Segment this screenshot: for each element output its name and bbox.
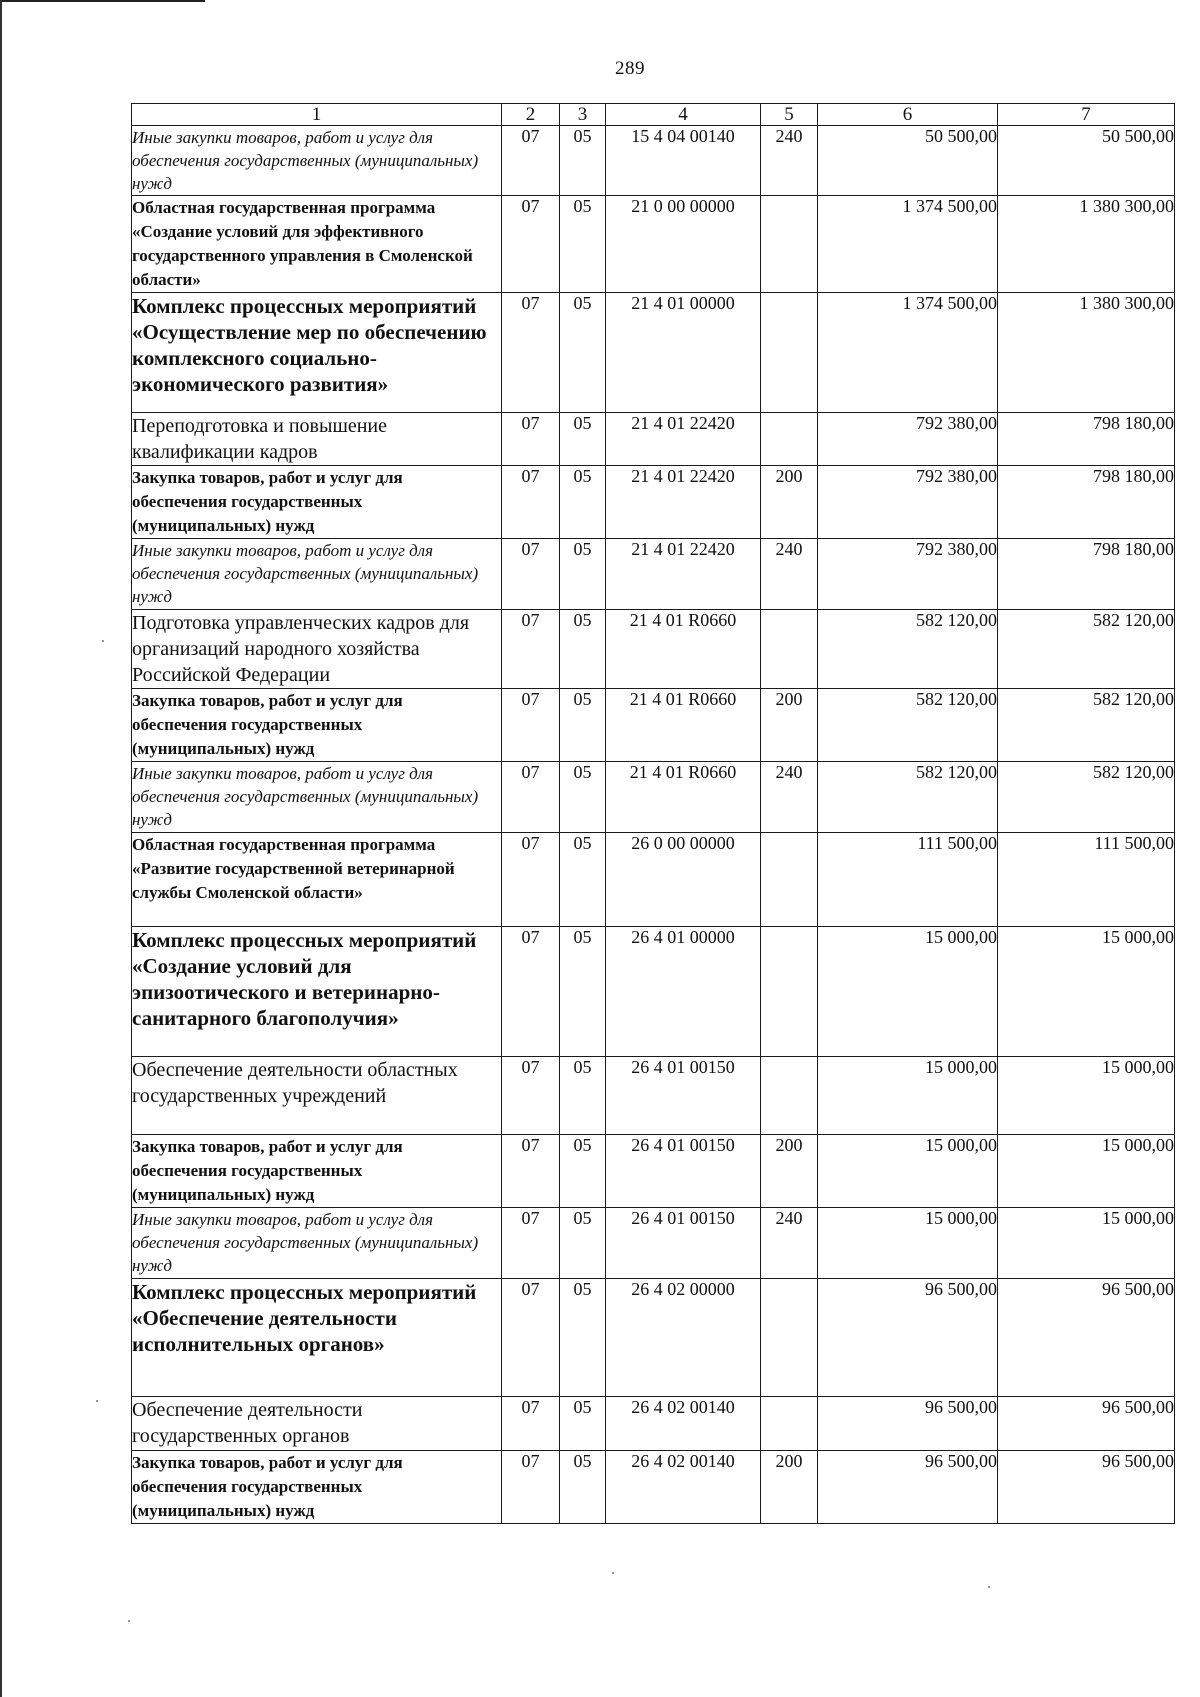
row-amount-year2-cell: 582 120,00 bbox=[998, 689, 1175, 762]
row-subsection-cell: 05 bbox=[560, 1135, 606, 1208]
header-col-2: 2 bbox=[502, 104, 560, 126]
row-section-cell: 07 bbox=[502, 413, 560, 466]
row-name-cell: Закупка товаров, работ и услуг для обеспечения государственных (муниципальных) нужд bbox=[132, 466, 502, 539]
row-subsection-cell: 05 bbox=[560, 1279, 606, 1397]
row-section-cell: 07 bbox=[502, 689, 560, 762]
row-expense-type-cell: 240 bbox=[761, 126, 818, 196]
row-section-cell: 07 bbox=[502, 927, 560, 1057]
row-amount-year2-cell: 1 380 300,00 bbox=[998, 293, 1175, 413]
row-section-cell: 07 bbox=[502, 539, 560, 610]
row-expense-type-cell bbox=[761, 293, 818, 413]
row-section-cell: 07 bbox=[502, 1397, 560, 1451]
row-subsection-cell: 05 bbox=[560, 196, 606, 293]
scan-speck bbox=[96, 1400, 98, 1402]
row-section-cell: 07 bbox=[502, 196, 560, 293]
row-subsection-cell: 05 bbox=[560, 413, 606, 466]
row-subsection-cell: 05 bbox=[560, 927, 606, 1057]
row-target-code-cell: 21 4 01 22420 bbox=[606, 539, 761, 610]
row-target-code-cell: 26 0 00 00000 bbox=[606, 833, 761, 927]
row-expense-type-cell: 240 bbox=[761, 539, 818, 610]
table-row bbox=[132, 466, 1175, 539]
row-amount-year1-cell: 111 500,00 bbox=[818, 833, 998, 927]
row-subsection-cell: 05 bbox=[560, 1397, 606, 1451]
table-row bbox=[132, 413, 1175, 466]
row-target-code-cell: 21 4 01 00000 bbox=[606, 293, 761, 413]
row-amount-year1-cell: 15 000,00 bbox=[818, 1208, 998, 1279]
row-name-cell: Закупка товаров, работ и услуг для обеспечения государственных (муниципальных) нужд bbox=[132, 689, 502, 762]
row-name-cell: Комплекс процессных мероприятий «Осуществление мер по обеспечению комплексного социально-экономического развития» bbox=[132, 293, 502, 413]
table-row bbox=[132, 610, 1175, 689]
table-body bbox=[132, 126, 1175, 1524]
row-name-cell: Иные закупки товаров, работ и услуг для обеспечения государственных (муниципальных) нужд bbox=[132, 539, 502, 610]
row-target-code-cell: 21 4 01 R0660 bbox=[606, 689, 761, 762]
row-name-cell: Иные закупки товаров, работ и услуг для обеспечения государственных (муниципальных) нужд bbox=[132, 1208, 502, 1279]
row-section-cell: 07 bbox=[502, 126, 560, 196]
table-row bbox=[132, 126, 1175, 196]
row-target-code-cell: 21 4 01 22420 bbox=[606, 466, 761, 539]
table-row bbox=[132, 293, 1175, 413]
header-col-1: 1 bbox=[132, 104, 502, 126]
row-amount-year1-cell: 582 120,00 bbox=[818, 762, 998, 833]
row-amount-year2-cell: 15 000,00 bbox=[998, 1208, 1175, 1279]
row-subsection-cell: 05 bbox=[560, 466, 606, 539]
row-amount-year1-cell: 792 380,00 bbox=[818, 539, 998, 610]
row-subsection-cell: 05 bbox=[560, 833, 606, 927]
budget-table bbox=[131, 103, 1175, 1524]
row-section-cell: 07 bbox=[502, 293, 560, 413]
row-expense-type-cell bbox=[761, 610, 818, 689]
scan-edge-top bbox=[0, 0, 205, 2]
row-amount-year1-cell: 792 380,00 bbox=[818, 466, 998, 539]
row-name-cell: Комплекс процессных мероприятий «Создание условий для эпизоотического и ветеринарно-санитарного благополучия» bbox=[132, 927, 502, 1057]
row-subsection-cell: 05 bbox=[560, 610, 606, 689]
header-col-5: 5 bbox=[761, 104, 818, 126]
row-section-cell: 07 bbox=[502, 610, 560, 689]
table-row bbox=[132, 1279, 1175, 1397]
row-expense-type-cell bbox=[761, 927, 818, 1057]
row-amount-year1-cell: 792 380,00 bbox=[818, 413, 998, 466]
table-row bbox=[132, 833, 1175, 927]
table-row bbox=[132, 927, 1175, 1057]
row-subsection-cell: 05 bbox=[560, 293, 606, 413]
row-name-cell: Подготовка управленческих кадров для организаций народного хозяйства Российской Федерации bbox=[132, 610, 502, 689]
row-target-code-cell: 26 4 01 00000 bbox=[606, 927, 761, 1057]
row-name-cell: Областная государственная программа «Развитие государственной ветеринарной службы Смоленской области» bbox=[132, 833, 502, 927]
row-amount-year1-cell: 96 500,00 bbox=[818, 1451, 998, 1524]
row-name-cell: Закупка товаров, работ и услуг для обеспечения государственных (муниципальных) нужд bbox=[132, 1451, 502, 1524]
row-amount-year2-cell: 15 000,00 bbox=[998, 1135, 1175, 1208]
row-target-code-cell: 21 4 01 22420 bbox=[606, 413, 761, 466]
row-subsection-cell: 05 bbox=[560, 762, 606, 833]
row-subsection-cell: 05 bbox=[560, 1057, 606, 1135]
row-section-cell: 07 bbox=[502, 1208, 560, 1279]
table-row bbox=[132, 1397, 1175, 1451]
row-expense-type-cell bbox=[761, 196, 818, 293]
row-amount-year2-cell: 96 500,00 bbox=[998, 1397, 1175, 1451]
header-col-7: 7 bbox=[998, 104, 1175, 126]
row-amount-year1-cell: 96 500,00 bbox=[818, 1279, 998, 1397]
row-expense-type-cell: 240 bbox=[761, 1208, 818, 1279]
scan-speck bbox=[128, 1620, 130, 1622]
row-expense-type-cell bbox=[761, 1397, 818, 1451]
table-row bbox=[132, 689, 1175, 762]
row-section-cell: 07 bbox=[502, 466, 560, 539]
row-section-cell: 07 bbox=[502, 1135, 560, 1208]
row-name-cell: Областная государственная программа «Создание условий для эффективного государственного управления в Смоленской области» bbox=[132, 196, 502, 293]
row-name-cell: Закупка товаров, работ и услуг для обеспечения государственных (муниципальных) нужд bbox=[132, 1135, 502, 1208]
header-col-4: 4 bbox=[606, 104, 761, 126]
row-expense-type-cell bbox=[761, 1057, 818, 1135]
row-target-code-cell: 26 4 01 00150 bbox=[606, 1135, 761, 1208]
row-target-code-cell: 26 4 01 00150 bbox=[606, 1208, 761, 1279]
row-target-code-cell: 26 4 02 00000 bbox=[606, 1279, 761, 1397]
row-section-cell: 07 bbox=[502, 1057, 560, 1135]
header-row bbox=[132, 104, 1175, 126]
row-section-cell: 07 bbox=[502, 1279, 560, 1397]
row-subsection-cell: 05 bbox=[560, 126, 606, 196]
scan-edge-left bbox=[0, 0, 2, 1697]
row-amount-year2-cell: 582 120,00 bbox=[998, 762, 1175, 833]
row-amount-year2-cell: 96 500,00 bbox=[998, 1451, 1175, 1524]
row-section-cell: 07 bbox=[502, 833, 560, 927]
row-target-code-cell: 26 4 02 00140 bbox=[606, 1397, 761, 1451]
table-row bbox=[132, 1208, 1175, 1279]
row-expense-type-cell bbox=[761, 413, 818, 466]
row-amount-year2-cell: 96 500,00 bbox=[998, 1279, 1175, 1397]
scan-speck bbox=[988, 1586, 990, 1588]
row-amount-year2-cell: 1 380 300,00 bbox=[998, 196, 1175, 293]
row-target-code-cell: 15 4 04 00140 bbox=[606, 126, 761, 196]
row-target-code-cell: 21 4 01 R0660 bbox=[606, 762, 761, 833]
page-number: 289 bbox=[615, 58, 645, 79]
row-name-cell: Комплекс процессных мероприятий «Обеспечение деятельности исполнительных органов» bbox=[132, 1279, 502, 1397]
row-target-code-cell: 21 4 01 R0660 bbox=[606, 610, 761, 689]
row-expense-type-cell: 240 bbox=[761, 762, 818, 833]
row-amount-year2-cell: 111 500,00 bbox=[998, 833, 1175, 927]
row-amount-year2-cell: 582 120,00 bbox=[998, 610, 1175, 689]
row-subsection-cell: 05 bbox=[560, 689, 606, 762]
row-amount-year2-cell: 798 180,00 bbox=[998, 413, 1175, 466]
row-amount-year1-cell: 15 000,00 bbox=[818, 1135, 998, 1208]
row-amount-year1-cell: 15 000,00 bbox=[818, 927, 998, 1057]
row-expense-type-cell: 200 bbox=[761, 1135, 818, 1208]
table-row bbox=[132, 539, 1175, 610]
row-expense-type-cell: 200 bbox=[761, 466, 818, 539]
row-amount-year1-cell: 1 374 500,00 bbox=[818, 293, 998, 413]
table-row bbox=[132, 1057, 1175, 1135]
row-name-cell: Переподготовка и повышение квалификации кадров bbox=[132, 413, 502, 466]
row-amount-year2-cell: 50 500,00 bbox=[998, 126, 1175, 196]
row-amount-year1-cell: 96 500,00 bbox=[818, 1397, 998, 1451]
table-row bbox=[132, 1135, 1175, 1208]
row-expense-type-cell bbox=[761, 1279, 818, 1397]
row-name-cell: Иные закупки товаров, работ и услуг для обеспечения государственных (муниципальных) нужд bbox=[132, 762, 502, 833]
row-amount-year1-cell: 582 120,00 bbox=[818, 610, 998, 689]
table-row bbox=[132, 196, 1175, 293]
row-name-cell: Иные закупки товаров, работ и услуг для обеспечения государственных (муниципальных) нужд bbox=[132, 126, 502, 196]
row-section-cell: 07 bbox=[502, 1451, 560, 1524]
row-expense-type-cell bbox=[761, 833, 818, 927]
table-row bbox=[132, 1451, 1175, 1524]
row-target-code-cell: 21 0 00 00000 bbox=[606, 196, 761, 293]
scan-speck bbox=[612, 1572, 614, 1574]
row-amount-year2-cell: 15 000,00 bbox=[998, 1057, 1175, 1135]
row-amount-year2-cell: 798 180,00 bbox=[998, 466, 1175, 539]
row-expense-type-cell: 200 bbox=[761, 1451, 818, 1524]
scan-speck bbox=[102, 640, 104, 642]
header-col-6: 6 bbox=[818, 104, 998, 126]
row-amount-year1-cell: 1 374 500,00 bbox=[818, 196, 998, 293]
header-col-3: 3 bbox=[560, 104, 606, 126]
row-amount-year2-cell: 798 180,00 bbox=[998, 539, 1175, 610]
row-amount-year2-cell: 15 000,00 bbox=[998, 927, 1175, 1057]
row-subsection-cell: 05 bbox=[560, 1208, 606, 1279]
row-amount-year1-cell: 15 000,00 bbox=[818, 1057, 998, 1135]
row-target-code-cell: 26 4 02 00140 bbox=[606, 1451, 761, 1524]
table-row bbox=[132, 762, 1175, 833]
row-amount-year1-cell: 582 120,00 bbox=[818, 689, 998, 762]
row-target-code-cell: 26 4 01 00150 bbox=[606, 1057, 761, 1135]
row-expense-type-cell: 200 bbox=[761, 689, 818, 762]
row-amount-year1-cell: 50 500,00 bbox=[818, 126, 998, 196]
row-subsection-cell: 05 bbox=[560, 1451, 606, 1524]
row-subsection-cell: 05 bbox=[560, 539, 606, 610]
row-name-cell: Обеспечение деятельности государственных органов bbox=[132, 1397, 502, 1451]
row-section-cell: 07 bbox=[502, 762, 560, 833]
row-name-cell: Обеспечение деятельности областных государственных учреждений bbox=[132, 1057, 502, 1135]
